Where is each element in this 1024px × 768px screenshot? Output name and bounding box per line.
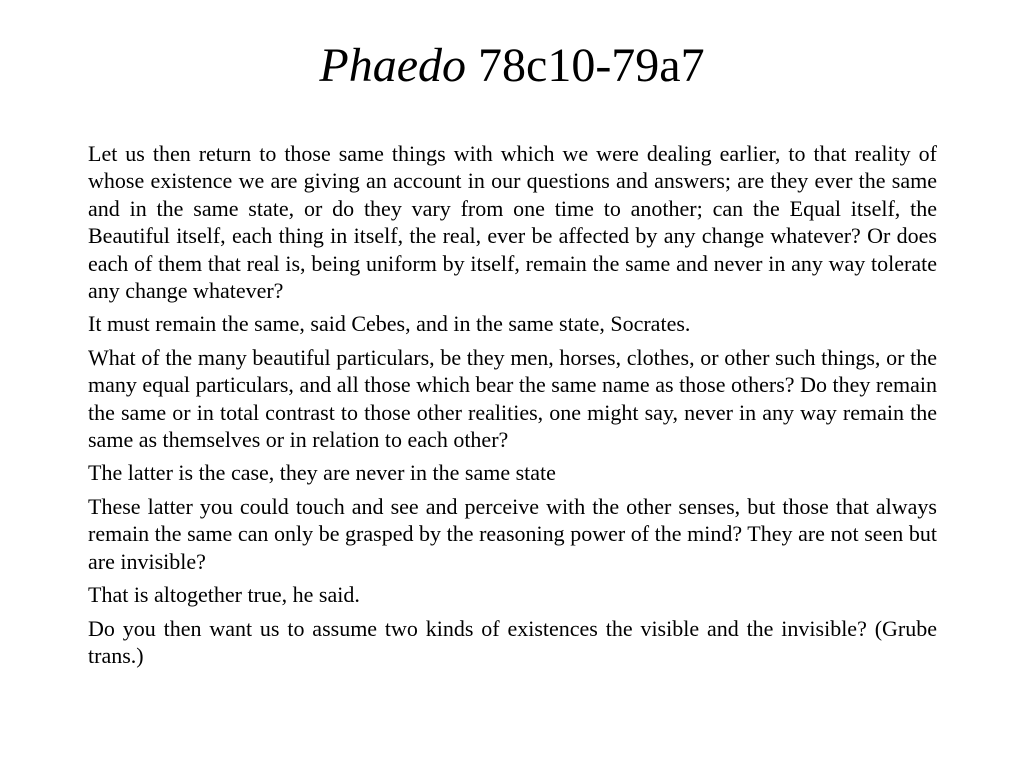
- paragraph-4: The latter is the case, they are never in the same state: [88, 460, 556, 486]
- slide-body: [88, 140, 937, 675]
- title-reference: 78c10-79a7: [478, 39, 705, 92]
- paragraph-7: Do you then want us to assume two kinds of existences the visible and the invisible? (Grube trans.): [88, 615, 937, 668]
- paragraph-6: That is altogether true, he said.: [88, 582, 360, 608]
- paragraph-2: It must remain the same, said Cebes, and in the same state, Socrates.: [88, 311, 691, 337]
- paragraph-1: Let us then return to those same things with which we were dealing earlier, to that reality of whose existence we are giving an account in our questions and answers; are they ever the same and in the same state, or do they vary from one time to another; can the Equal itself, the Beautiful itself, each thing in itself, the real, ever be affected by any change whatever? Or does each of them that real is, being uniform by itself, remain the same and never in any way tolerate any change whatever?: [88, 141, 937, 304]
- paragraph-5: These latter you could touch and see and perceive with the other senses, but those that always remain the same can only be grasped by the reasoning power of the mind? They are not seen but are invisible?: [88, 493, 937, 574]
- title-work: Phaedo: [319, 39, 467, 92]
- slide-title: [0, 36, 1024, 96]
- paragraph-3: What of the many beautiful particulars, be they men, horses, clothes, or other such things, or the many equal particulars, and all those which bear the same name as those others? Do they remain the same or in total contrast to those other realities, one might say, never in any way remain the same as themselves or in relation to each other?: [88, 344, 937, 453]
